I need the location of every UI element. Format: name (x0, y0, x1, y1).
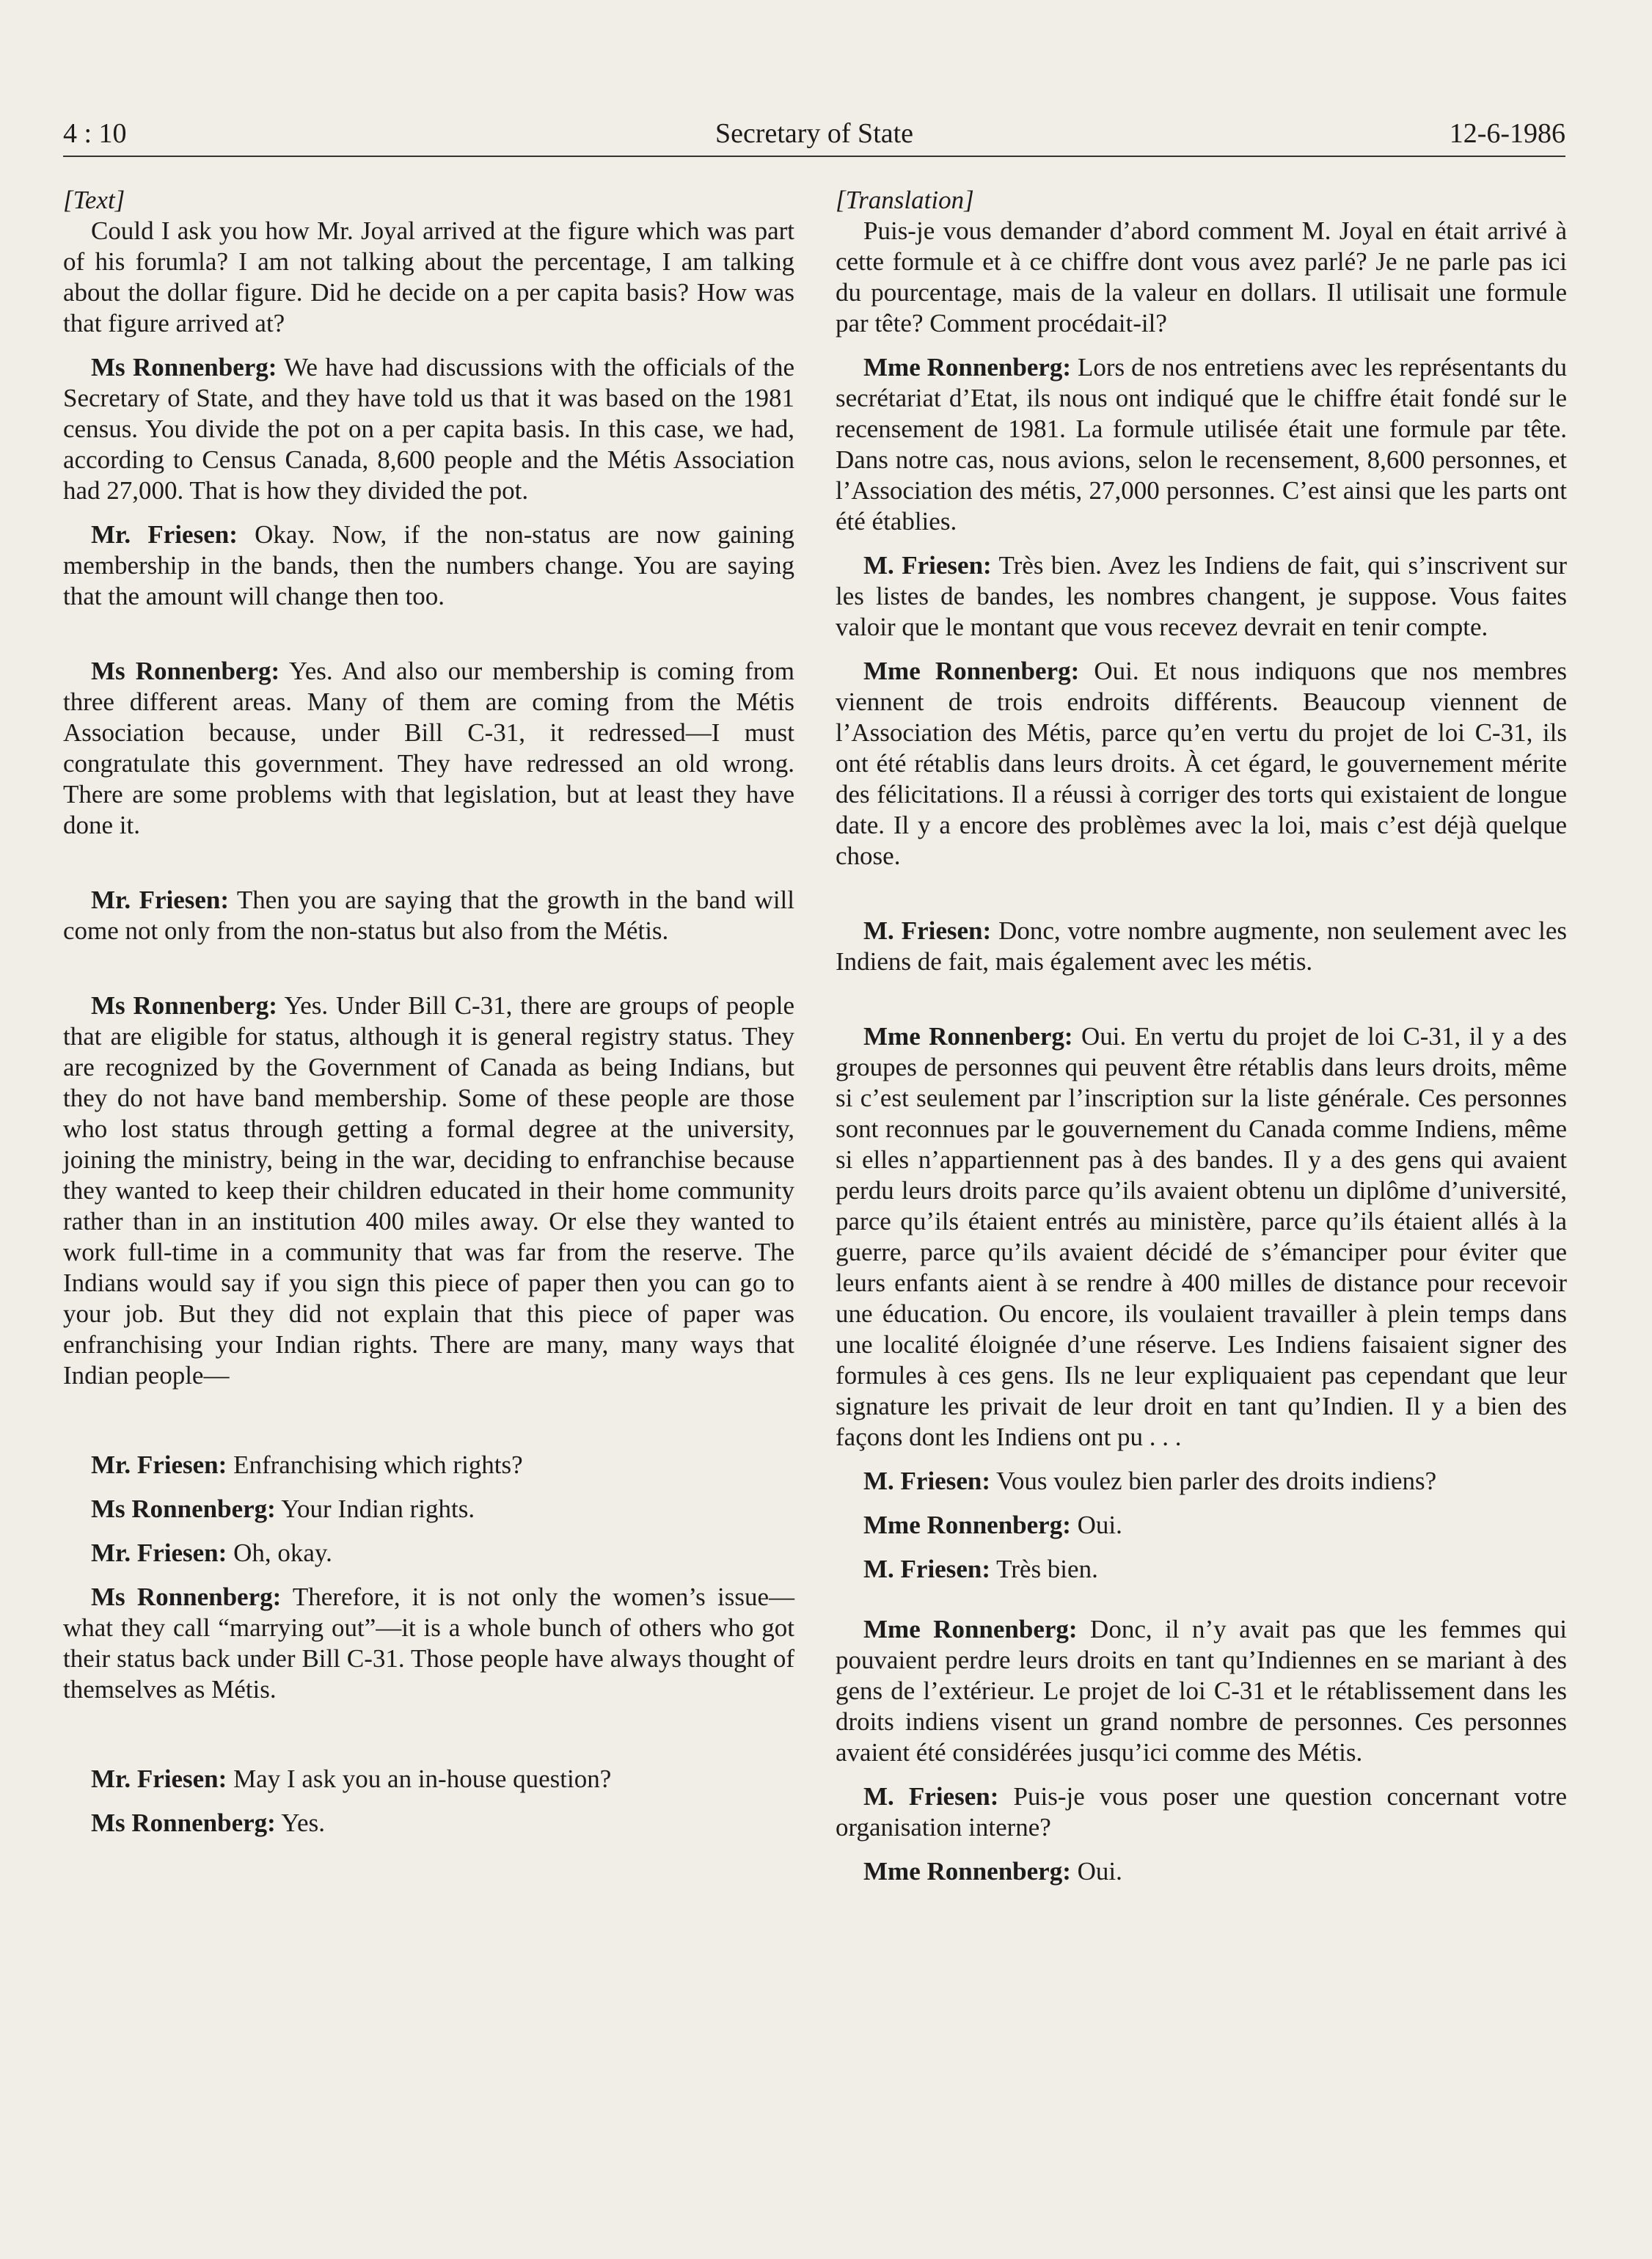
english-paragraph (63, 1494, 794, 1525)
speaker-name: M. Friesen: (863, 1467, 990, 1495)
french-paragraph (836, 1781, 1567, 1843)
english-paragraph (63, 1808, 794, 1839)
speech-text: Yes. (275, 1809, 325, 1837)
speaker-name: Mme Ronnenberg: (863, 353, 1072, 382)
speech-text: May I ask you an in-house question? (227, 1764, 612, 1793)
speech-text: Très bien. (990, 1555, 1098, 1583)
speech-text: Oui. (1070, 1511, 1122, 1539)
speaker-name: Mme Ronnenberg: (863, 1857, 1071, 1886)
speaker-name: Ms Ronnenberg: (91, 353, 277, 382)
running-title: Secretary of State (714, 118, 914, 149)
speech-text: Yes. Under Bill C-31, there are groups of people that are eligible for status, although it is general registry status. They are recognized by the Government of Canada as being Indians, but they do not have band membership. Some of these people are those who lost status through getting a formal degree at the university, joining the ministry, being in the war, deciding to enfranchise because they wanted to keep their children educated in their home community rather than in an institution 400 miles away. Or else they wanted to work full-time in a community that was far from the reserve. The Indians would say if you sign this piece of paper then you can go to your job. But they did not explain that this piece of paper was enfranchising your Indian rights. There are many, many ways that Indian people— (63, 991, 794, 1390)
page-header (63, 114, 1565, 157)
speaker-name: Mme Ronnenberg: (863, 1615, 1078, 1643)
french-paragraph (836, 1554, 1567, 1585)
speech-text: Vous voulez bien parler des droits indiens? (990, 1467, 1437, 1495)
speech-text: Oh, okay. (227, 1539, 332, 1567)
page-number: 4 : 10 (63, 118, 127, 149)
speaker-name: Mr. Friesen: (91, 1539, 227, 1567)
french-language-label: [Translation] (836, 186, 974, 214)
english-paragraph (63, 1538, 794, 1569)
english-paragraph (63, 1582, 794, 1705)
speech-text: Lors de nos entretiens avec les représentants du secrétariat d’Etat, ils nous ont indiqué que le chiffre était fondé sur le recensement de 1981. La formule utilisée était une formule par tête. Dans notre cas, nous avions, selon le recensement, 8,600 personnes, et l’Association des métis, 27,000 personnes. C’est ainsi que les parts ont été établies. (836, 353, 1567, 536)
french-paragraph (836, 916, 1567, 977)
french-paragraph (836, 1614, 1567, 1768)
english-column (63, 185, 794, 1839)
sitting-date: 12-6-1986 (1449, 118, 1565, 149)
speaker-name: M. Friesen: (863, 1782, 999, 1811)
french-paragraph (836, 216, 1567, 339)
french-column (836, 185, 1567, 1887)
speaker-name: Mr. Friesen: (91, 1450, 227, 1479)
speaker-name: Ms Ronnenberg: (91, 657, 280, 685)
french-paragraph (836, 1466, 1567, 1497)
speaker-name: Mr. Friesen: (91, 886, 230, 914)
speech-text: We have had discussions with the officials of the Secretary of State, and they have told us that it was based on the 1981 census. You divide the pot on a per capita basis. In this case, we had, according to Census Canada, 8,600 people and the Métis Association had 27,000. That is how they divided the pot. (63, 353, 794, 505)
english-paragraph (63, 1450, 794, 1481)
french-paragraph (836, 1856, 1567, 1887)
speech-text: Yes. And also our membership is coming from three different areas. Many of them are coming from the Métis Association because, under Bill C-31, it redressed—I must congratulate this government. They have redressed an old wrong. There are some problems with that legislation, but at least they have done it. (63, 657, 794, 839)
speech-text: Okay. Now, if the non-status are now gaining membership in the bands, then the numbers change. You are saying that the amount will change then too. (63, 520, 794, 610)
speaker-name: Mme Ronnenberg: (863, 1022, 1073, 1051)
english-paragraph (63, 1764, 794, 1795)
english-language-label: [Text] (63, 186, 125, 214)
speech-text: Puis-je vous demander d’abord comment M. Joyal en était arrivé à cette formule et à ce chiffre dont vous avez parlé? Je ne parle pas ici du pourcentage, mais de la valeur en dollars. Il utilisait une formule par tête? Comment procédait-il? (836, 216, 1567, 337)
speech-text: Then you are saying that the growth in the band will come not only from the non-status but also from the Métis. (63, 886, 794, 945)
speech-text: Puis-je vous poser une question concernant votre organisation interne? (836, 1782, 1568, 1842)
french-paragraph (836, 1510, 1567, 1541)
speech-text: Enfranchising which rights? (227, 1450, 523, 1479)
speaker-name: Mme Ronnenberg: (863, 657, 1080, 685)
english-paragraph (63, 885, 794, 946)
english-paragraph (63, 352, 794, 506)
speaker-name: M. Friesen: (863, 551, 992, 580)
speech-text: Très bien. Avez les Indiens de fait, qui s’inscrivent sur les listes de bandes, les nombres changent, je suppose. Vous faites valoir que le montant que vous recevez devrait en tenir compte. (836, 551, 1567, 641)
french-paragraph (836, 550, 1567, 643)
french-paragraph (836, 1021, 1567, 1453)
french-paragraph (836, 352, 1567, 537)
speech-text: Oui. En vertu du projet de loi C-31, il y a des groupes de personnes qui peuvent être rétablis dans leurs droits, même si c’est seulement par l’inscription sur la liste générale. Ces personnes sont reconnues par le gouvernement du Canada comme Indiens, même si elles n’appartiennent pas à des bandes. Il y a des gens qui avaient perdu leurs droits parce qu’ils avaient obtenu un diplôme d’université, parce qu’ils étaient entrés au ministère, parce qu’ils étaient allés à la guerre, parce qu’ils avaient décidé de s’émanciper pour éviter que leurs enfants aient à se rendre à 400 milles de distance pour recevoir une éducation. Ou encore, ils voulaient travailler à plein temps dans une localité éloignée d’une réserve. Les Indiens faisaient signer des formules à ces gens. Ils ne leur expliquaient pas cependant que leur signature les privait de leur droit en tant qu’Indien. Il y a bien des façons dont les Indiens ont pu . . . (836, 1022, 1567, 1451)
french-paragraph (836, 656, 1567, 872)
speaker-name: Ms Ronnenberg: (91, 991, 277, 1020)
speaker-name: Ms Ronnenberg: (91, 1809, 276, 1837)
english-paragraph (63, 656, 794, 841)
speaker-name: Ms Ronnenberg: (91, 1495, 276, 1523)
speech-text: Your Indian rights. (275, 1495, 475, 1523)
speaker-name: Ms Ronnenberg: (91, 1583, 282, 1611)
speech-text: Oui. (1070, 1857, 1122, 1886)
speech-text: Donc, votre nombre augmente, non seulement avec les Indiens de fait, mais également avec les métis. (836, 916, 1568, 976)
speaker-name: Mr. Friesen: (91, 520, 238, 549)
speaker-name: M. Friesen: (863, 916, 992, 945)
speech-text: Therefore, it is not only the women’s issue—what they call “marrying out”—it is a whole bunch of others who got their status back under Bill C-31. Those people have always thought of themselves as Métis. (63, 1583, 794, 1704)
speech-text: Oui. Et nous indiquons que nos membres viennent de trois endroits différents. Beaucoup viennent de l’Association des Métis, parce qu’en vertu du projet de loi C-31, ils ont été rétablis dans leurs droits. À cet égard, le gouvernement mérite des félicitations. Il a réussi à corriger des torts qui existaient de longue date. Il y a encore des problèmes avec la loi, mais c’est déjà quelque chose. (836, 657, 1567, 870)
speech-text: Donc, il n’y avait pas que les femmes qui pouvaient perdre leurs droits en tant qu’Indiennes en se mariant à des gens de l’extérieur. Le projet de loi C-31 et le rétablissement dans les droits indiens visent un grand nombre de personnes. Ces personnes avaient été considérées jusqu’ici comme des Métis. (836, 1615, 1567, 1767)
speaker-name: Mme Ronnenberg: (863, 1511, 1071, 1539)
speaker-name: Mr. Friesen: (91, 1764, 227, 1793)
speaker-name: M. Friesen: (863, 1555, 990, 1583)
speech-text: Could I ask you how Mr. Joyal arrived at the figure which was part of his forumla? I am not talking about the percentage, I am talking about the dollar figure. Did he decide on a per capita basis? How was that figure arrived at? (63, 216, 794, 337)
english-paragraph (63, 216, 794, 339)
english-paragraph (63, 990, 794, 1391)
english-paragraph (63, 519, 794, 612)
